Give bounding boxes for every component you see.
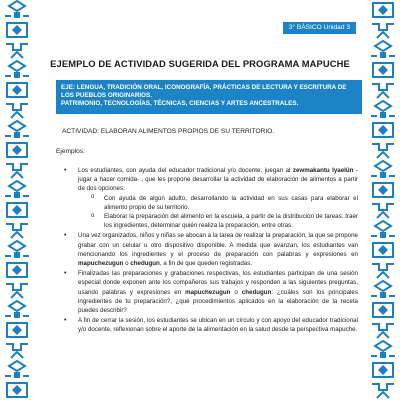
border-pattern-icon [3, 280, 31, 300]
border-pattern-icon [369, 120, 397, 140]
border-pattern-icon [369, 80, 397, 100]
bullet-3-text-a: Finalizadas las preparaciones y grabaciones respectivas, los estudiantes participan de una sesión especial donde exponen ante los compañeros sus trabajos y responden a las siguientes preguntas, usando palabras y expresiones en [78, 270, 358, 296]
border-pattern-icon [3, 240, 31, 260]
sub-item-1: o Con ayuda de algún adulto, desarrollando la actividad en sus casas para elaborar el alimento propio de su territorio. [78, 194, 358, 212]
border-pattern-icon [369, 260, 397, 280]
border-pattern-icon [3, 0, 31, 20]
bullet-2-text-b: o [123, 260, 131, 268]
border-pattern-icon [369, 220, 397, 240]
border-pattern-icon [3, 320, 31, 340]
left-decorative-border [0, 0, 34, 400]
bullet-1-bold: zewmakantu lyaelün [292, 167, 354, 174]
bullet-3-bold-2: chedugun [241, 288, 272, 296]
border-pattern-icon [369, 20, 397, 40]
activity-content [62, 166, 358, 336]
bullet-item-1 [62, 166, 358, 230]
bullet-list [62, 166, 358, 335]
border-pattern-icon [3, 300, 31, 320]
border-pattern-icon [369, 320, 397, 340]
border-pattern-icon [3, 140, 31, 160]
axis-line-1: EJE: LENGUA, TRADICIÓN ORAL, ICONOGRAFÍA, PRÁCTICAS DE LECTURA Y ESCRITURA DE LOS PUEBLOS ORIGINARIOS. [61, 84, 347, 100]
axis-line-2: PATRIMONIO, TECNOLOGÍAS, TÉCNICAS, CIENCIAS Y ARTES ANCESTRALES. [61, 100, 299, 108]
border-pattern-icon [3, 160, 31, 180]
border-pattern-icon [369, 340, 397, 360]
border-pattern-icon [369, 0, 397, 20]
bullet-2-bold-1: mapuchezugun [78, 260, 124, 268]
border-pattern-icon [369, 60, 397, 80]
border-pattern-icon [369, 180, 397, 200]
border-pattern-icon [3, 120, 31, 140]
border-pattern-icon [3, 40, 31, 60]
border-pattern-icon [3, 340, 31, 360]
border-pattern-icon [3, 200, 31, 220]
bullet-item-4: • A fin de cerrar la sesión, los estudiantes se ubican en un círculo y con apoyo del educador tradicional y/o docente, reflexionan sobre el aporte de la alimentación en la salud desde la perspectiva mapuche. [62, 316, 358, 334]
border-pattern-icon [369, 300, 397, 320]
border-pattern-icon [3, 380, 31, 400]
border-pattern-icon [369, 160, 397, 180]
sub-list [78, 194, 358, 231]
bullet-1-text-a: Los estudiantes, con ayuda del educador tradicional y/o docente, juegan al [78, 167, 293, 174]
bullet-2-bold-2: chedugun [130, 260, 160, 268]
examples-label: Ejemplos: [56, 148, 85, 155]
sub-item-2: o Elaborar la preparación del alimento en la escuela, a partir de la distribución de tareas: traer los ingredientes, determinar quién realiza la preparación, entre otras. [78, 212, 358, 230]
bullet-3-text-c: : ¿cuáles son los principales ingredientes de tu preparación?, ¿qué procedimientos aplicados en la elaboración de la receta puedes describir? [78, 288, 358, 315]
page-title: EJEMPLO DE ACTIVIDAD SUGERIDA DEL PROGRAMA MAPUCHE [50, 58, 350, 69]
bullet-2-text-c: , a fin de que queden registradas. [159, 260, 253, 268]
border-pattern-icon [3, 220, 31, 240]
border-pattern-icon [369, 280, 397, 300]
bullet-3-text-b: o [230, 288, 242, 296]
axis-box [56, 80, 362, 114]
grade-badge: 3° BÁSICO Unidad 3 [283, 22, 356, 34]
border-pattern-icon [3, 60, 31, 80]
border-pattern-icon [369, 40, 397, 60]
border-pattern-icon [369, 380, 397, 400]
right-decorative-border [366, 0, 400, 400]
border-pattern-icon [369, 240, 397, 260]
bullet-item-2 [62, 231, 358, 268]
border-pattern-icon [3, 260, 31, 280]
border-pattern-icon [369, 100, 397, 120]
bullet-2-text-a: Una vez organizados, niños y niñas se abocan a la tarea de realizar la preparación, la que se propone grabar con un celular u otro dispositivo disponible. A medida que avanzan, los estudiantes van mencionando los ingredientes y el proceso de preparación con palabras y expresiones en [78, 232, 358, 258]
border-pattern-icon [369, 200, 397, 220]
border-pattern-icon [3, 360, 31, 380]
activity-title: ACTIVIDAD: ELABORAN ALIMENTOS PROPIOS DE SU TERRITORIO. [62, 128, 275, 135]
border-pattern-icon [3, 80, 31, 100]
border-pattern-icon [369, 140, 397, 160]
border-pattern-icon [3, 20, 31, 40]
bullet-item-3 [62, 269, 358, 315]
border-pattern-icon [369, 360, 397, 380]
bullet-1-text-b: -jugar a hacer comida- , que les propone desarrollar la actividad de elaboración de alimentos a partir de dos opciones: [78, 167, 358, 193]
border-pattern-icon [3, 180, 31, 200]
bullet-3-bold-1: mapuchezugun [185, 288, 231, 296]
border-pattern-icon [3, 100, 31, 120]
